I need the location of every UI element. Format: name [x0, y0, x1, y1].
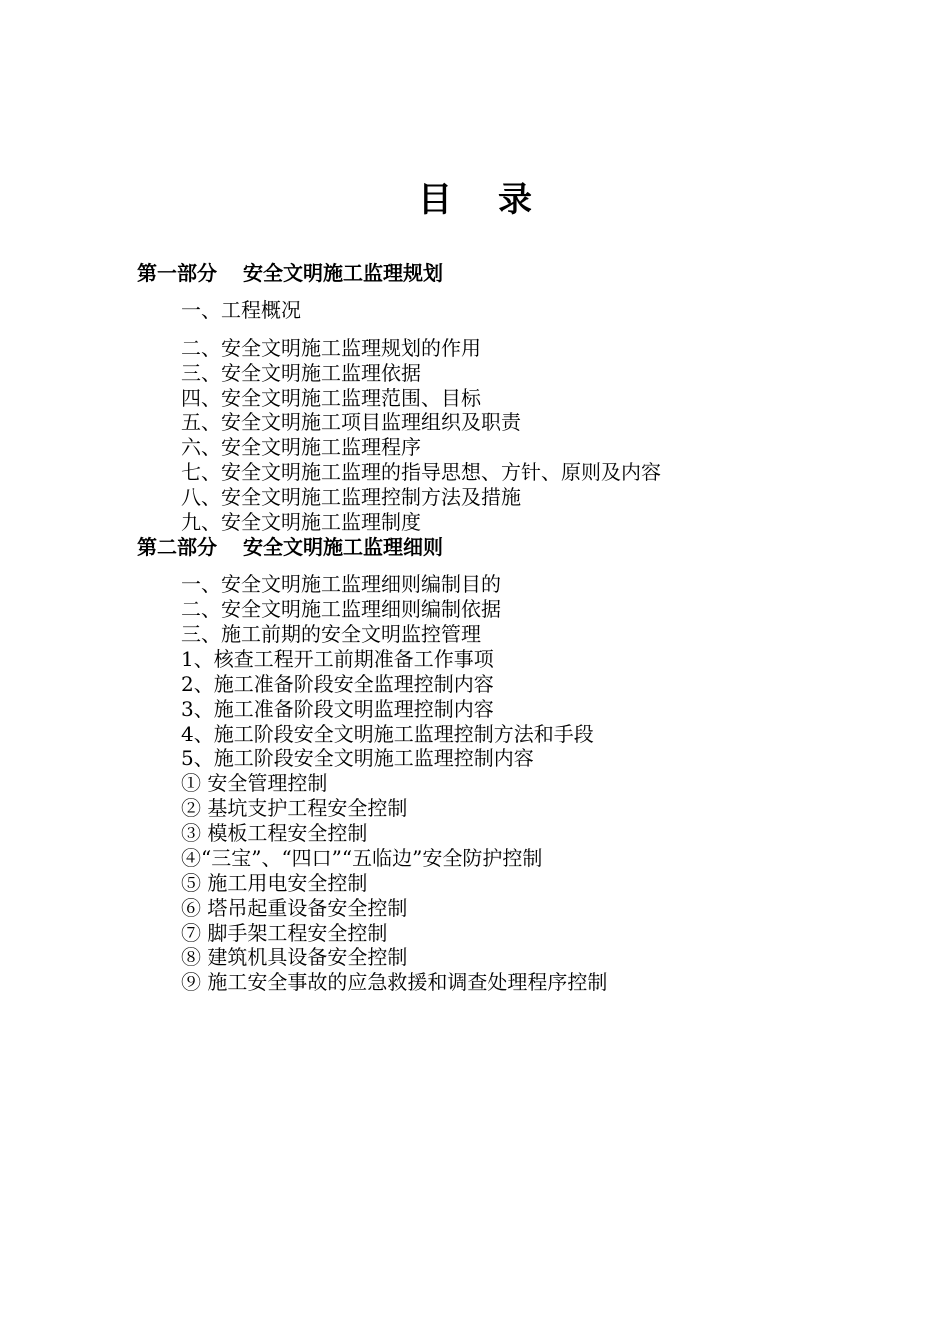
toc-item: ⑧ 建筑机具设备安全控制 — [181, 945, 408, 969]
toc-item: 六、安全文明施工监理程序 — [181, 435, 421, 459]
toc-item: 九、安全文明施工监理制度 — [181, 510, 421, 534]
toc-item: 三、安全文明施工监理依据 — [181, 361, 421, 385]
toc-item: 一、安全文明施工监理细则编制目的 — [181, 572, 501, 596]
toc-item: 1、核查工程开工前期准备工作事项 — [181, 647, 494, 671]
toc-item: 五、安全文明施工项目监理组织及职责 — [181, 410, 521, 434]
toc-item: ② 基坑支护工程安全控制 — [181, 796, 408, 820]
toc-item: 二、安全文明施工监理规划的作用 — [181, 336, 481, 360]
toc-item: ⑤ 施工用电安全控制 — [181, 871, 368, 895]
part2-name: 安全文明施工监理细则 — [243, 535, 443, 559]
part1-heading — [137, 261, 443, 286]
part1-label: 第一部分 — [137, 261, 217, 285]
toc-item: 3、施工准备阶段文明监理控制内容 — [181, 697, 494, 721]
part2-label: 第二部分 — [137, 535, 217, 559]
toc-item: 5、施工阶段安全文明施工监理控制内容 — [181, 746, 534, 770]
toc-title: 目录 — [418, 180, 578, 220]
toc-item: 八、安全文明施工监理控制方法及措施 — [181, 485, 521, 509]
part2-heading — [137, 535, 443, 560]
toc-item: 一、工程概况 — [181, 298, 301, 322]
toc-item: 七、安全文明施工监理的指导思想、方针、原则及内容 — [181, 460, 661, 484]
toc-item: ⑨ 施工安全事故的应急救援和调查处理程序控制 — [181, 970, 608, 994]
toc-item: 四、安全文明施工监理范围、目标 — [181, 386, 481, 410]
toc-item: ④“三宝”、“四口”“五临边”安全防护控制 — [181, 846, 543, 870]
toc-item: 三、施工前期的安全文明监控管理 — [181, 622, 481, 646]
toc-item: 4、施工阶段安全文明施工监理控制方法和手段 — [181, 722, 594, 746]
toc-item: 2、施工准备阶段安全监理控制内容 — [181, 672, 494, 696]
toc-item: 二、安全文明施工监理细则编制依据 — [181, 597, 501, 621]
toc-item: ③ 模板工程安全控制 — [181, 821, 368, 845]
toc-item: ① 安全管理控制 — [181, 771, 328, 795]
part1-name: 安全文明施工监理规划 — [243, 261, 443, 285]
toc-item: ⑦ 脚手架工程安全控制 — [181, 921, 388, 945]
toc-item: ⑥ 塔吊起重设备安全控制 — [181, 896, 408, 920]
